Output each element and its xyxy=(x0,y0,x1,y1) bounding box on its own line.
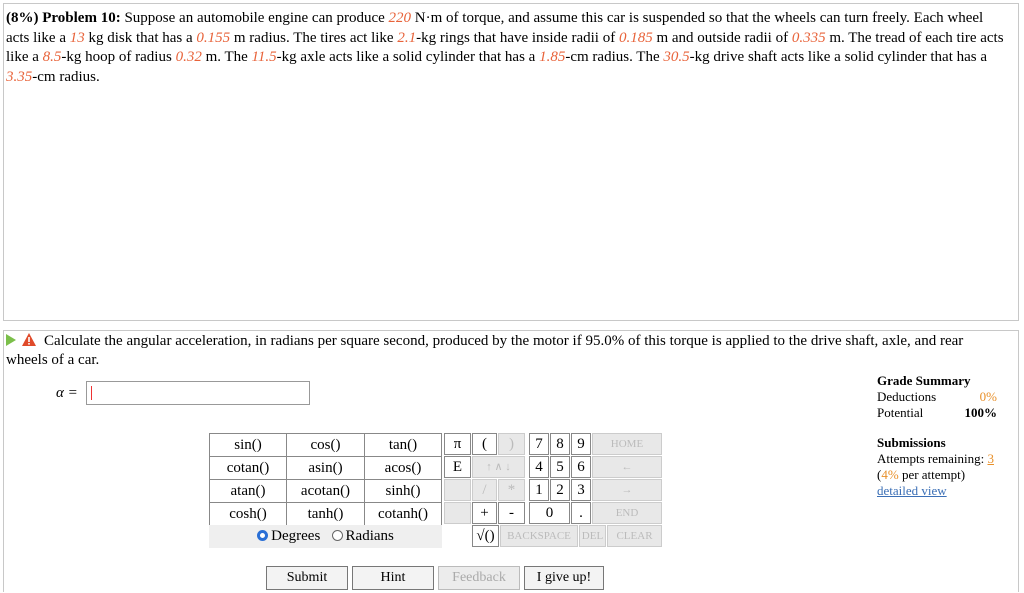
given-value: 3.35 xyxy=(6,68,33,85)
cos-button[interactable]: cos() xyxy=(287,434,365,457)
backspace-key[interactable]: BACKSPACE xyxy=(500,525,578,547)
key-9[interactable]: 9 xyxy=(571,433,591,455)
problem-header: (8%) Problem 10: xyxy=(6,10,121,26)
deductions-value: 0% xyxy=(979,389,997,404)
potential-value: 100% xyxy=(964,405,997,420)
del-key[interactable]: DEL xyxy=(579,525,606,547)
blank-key xyxy=(444,479,471,501)
minus-key[interactable]: - xyxy=(498,502,525,524)
problem-text-segment: m and outside radii of xyxy=(652,29,792,46)
radians-label: Radians xyxy=(345,528,394,544)
hint-button[interactable]: Hint xyxy=(352,566,434,590)
home-key[interactable]: HOME xyxy=(592,433,662,455)
question-text: Calculate the angular acceleration, in radians per square second, produced by the motor if 95.0% of this torque is applied to the drive shaft, axle, and rear wheels of a car. xyxy=(6,333,964,368)
given-value: 0.32 xyxy=(175,49,202,65)
given-value: 30.5 xyxy=(663,49,690,65)
warning-icon xyxy=(22,333,36,346)
cosh-button[interactable]: cosh() xyxy=(210,503,287,526)
problem-body xyxy=(6,10,1004,85)
question-text-row xyxy=(6,332,996,370)
problem-text-segment: -kg axle acts like a solid cylinder that has a xyxy=(276,49,540,65)
problem-text-segment: m. The xyxy=(201,49,252,65)
degrees-label: Degrees xyxy=(271,528,321,544)
sin-button[interactable]: sin() xyxy=(210,434,287,457)
radians-radio[interactable] xyxy=(332,530,343,541)
function-table xyxy=(209,433,442,526)
text-caret xyxy=(91,386,92,400)
problem-text-segment: -kg hoop of radius xyxy=(61,49,176,65)
given-value: 0.155 xyxy=(196,29,231,46)
cotan-button[interactable]: cotan() xyxy=(210,457,287,480)
submissions-title: Submissions xyxy=(877,435,946,450)
key-6[interactable]: 6 xyxy=(571,456,591,478)
attempts-value: 3 xyxy=(987,451,994,466)
blank-key-2 xyxy=(444,502,471,524)
problem-text-segment: Suppose an automobile engine can produce xyxy=(124,10,389,26)
tan-button[interactable]: tan() xyxy=(365,434,442,457)
acotan-button[interactable]: acotan() xyxy=(287,480,365,503)
per-attempt-open: ( xyxy=(877,467,882,482)
detailed-view-link[interactable]: detailed view xyxy=(877,483,947,498)
slash-key[interactable]: / xyxy=(472,479,497,501)
problem-text-segment: -kg drive shaft acts like a solid cylinder that has a xyxy=(689,49,988,65)
problem-text-segment: -kg rings that have inside radii of xyxy=(416,29,619,46)
angle-mode-row xyxy=(209,525,442,548)
key-0[interactable]: 0 xyxy=(529,502,570,524)
answer-label: α = xyxy=(56,385,78,401)
pi-key[interactable]: π xyxy=(444,433,471,455)
close-paren-key[interactable]: ) xyxy=(498,433,525,455)
give-up-button[interactable]: I give up! xyxy=(524,566,604,590)
key-8[interactable]: 8 xyxy=(550,433,570,455)
given-value: 11.5 xyxy=(251,49,277,65)
given-value: 0.335 xyxy=(791,29,826,46)
problem-text-segment: m. The tread of each tire acts like a xyxy=(6,29,1004,65)
given-value: 8.5 xyxy=(42,49,62,65)
asin-button[interactable]: asin() xyxy=(287,457,365,480)
key-5[interactable]: 5 xyxy=(550,456,570,478)
end-key[interactable]: END xyxy=(592,502,662,524)
answer-input[interactable] xyxy=(86,381,310,405)
grade-summary xyxy=(877,373,997,421)
given-value: 13 xyxy=(69,29,85,46)
per-attempt-text: per attempt) xyxy=(898,467,966,482)
dot-key[interactable]: . xyxy=(571,502,591,524)
key-4[interactable]: 4 xyxy=(529,456,549,478)
given-value: 2.1 xyxy=(397,29,417,46)
problem-text-segment: N·m of torque, and assume this car is suspended so that the wheels can turn freely. Each wheel acts like a xyxy=(6,10,984,46)
grade-summary-title: Grade Summary xyxy=(877,373,971,388)
submissions-panel xyxy=(877,435,997,499)
sqrt-key[interactable]: √() xyxy=(472,525,499,547)
key-3[interactable]: 3 xyxy=(571,479,591,501)
degrees-radio[interactable] xyxy=(257,530,268,541)
problem-text-segment: -cm radius. xyxy=(32,68,100,85)
attempts-label: Attempts remaining: xyxy=(877,451,985,466)
atan-button[interactable]: atan() xyxy=(210,480,287,503)
problem-text-segment: kg disk that has a xyxy=(84,29,197,46)
problem-text-segment: -cm radius. The xyxy=(565,49,664,65)
expand-arrow-icon[interactable] xyxy=(6,334,16,346)
right-arrow-key[interactable]: → xyxy=(592,479,662,501)
key-1[interactable]: 1 xyxy=(529,479,549,501)
feedback-button[interactable]: Feedback xyxy=(438,566,520,590)
open-paren-key[interactable]: ( xyxy=(472,433,497,455)
given-value: 1.85 xyxy=(539,49,566,65)
left-arrow-key[interactable]: ← xyxy=(592,456,662,478)
cotanh-button[interactable]: cotanh() xyxy=(365,503,442,526)
problem-text-segment: m radius. The tires act like xyxy=(230,29,398,46)
key-2[interactable]: 2 xyxy=(550,479,570,501)
star-key[interactable]: * xyxy=(498,479,525,501)
tanh-button[interactable]: tanh() xyxy=(287,503,365,526)
plus-key[interactable]: + xyxy=(472,502,497,524)
given-value: 0.185 xyxy=(618,29,653,46)
submit-button[interactable]: Submit xyxy=(266,566,348,590)
sinh-button[interactable]: sinh() xyxy=(365,480,442,503)
arrows-key[interactable]: ↑ ∧ ↓ xyxy=(472,456,525,478)
e-key[interactable]: E xyxy=(444,456,471,478)
per-attempt-percent: 4% xyxy=(881,467,899,482)
key-7[interactable]: 7 xyxy=(529,433,549,455)
acos-button[interactable]: acos() xyxy=(365,457,442,480)
given-value: 220 xyxy=(388,10,412,26)
clear-key[interactable]: CLEAR xyxy=(607,525,662,547)
potential-label: Potential xyxy=(877,405,924,420)
problem-statement xyxy=(6,9,1006,87)
deductions-label: Deductions xyxy=(877,389,937,404)
